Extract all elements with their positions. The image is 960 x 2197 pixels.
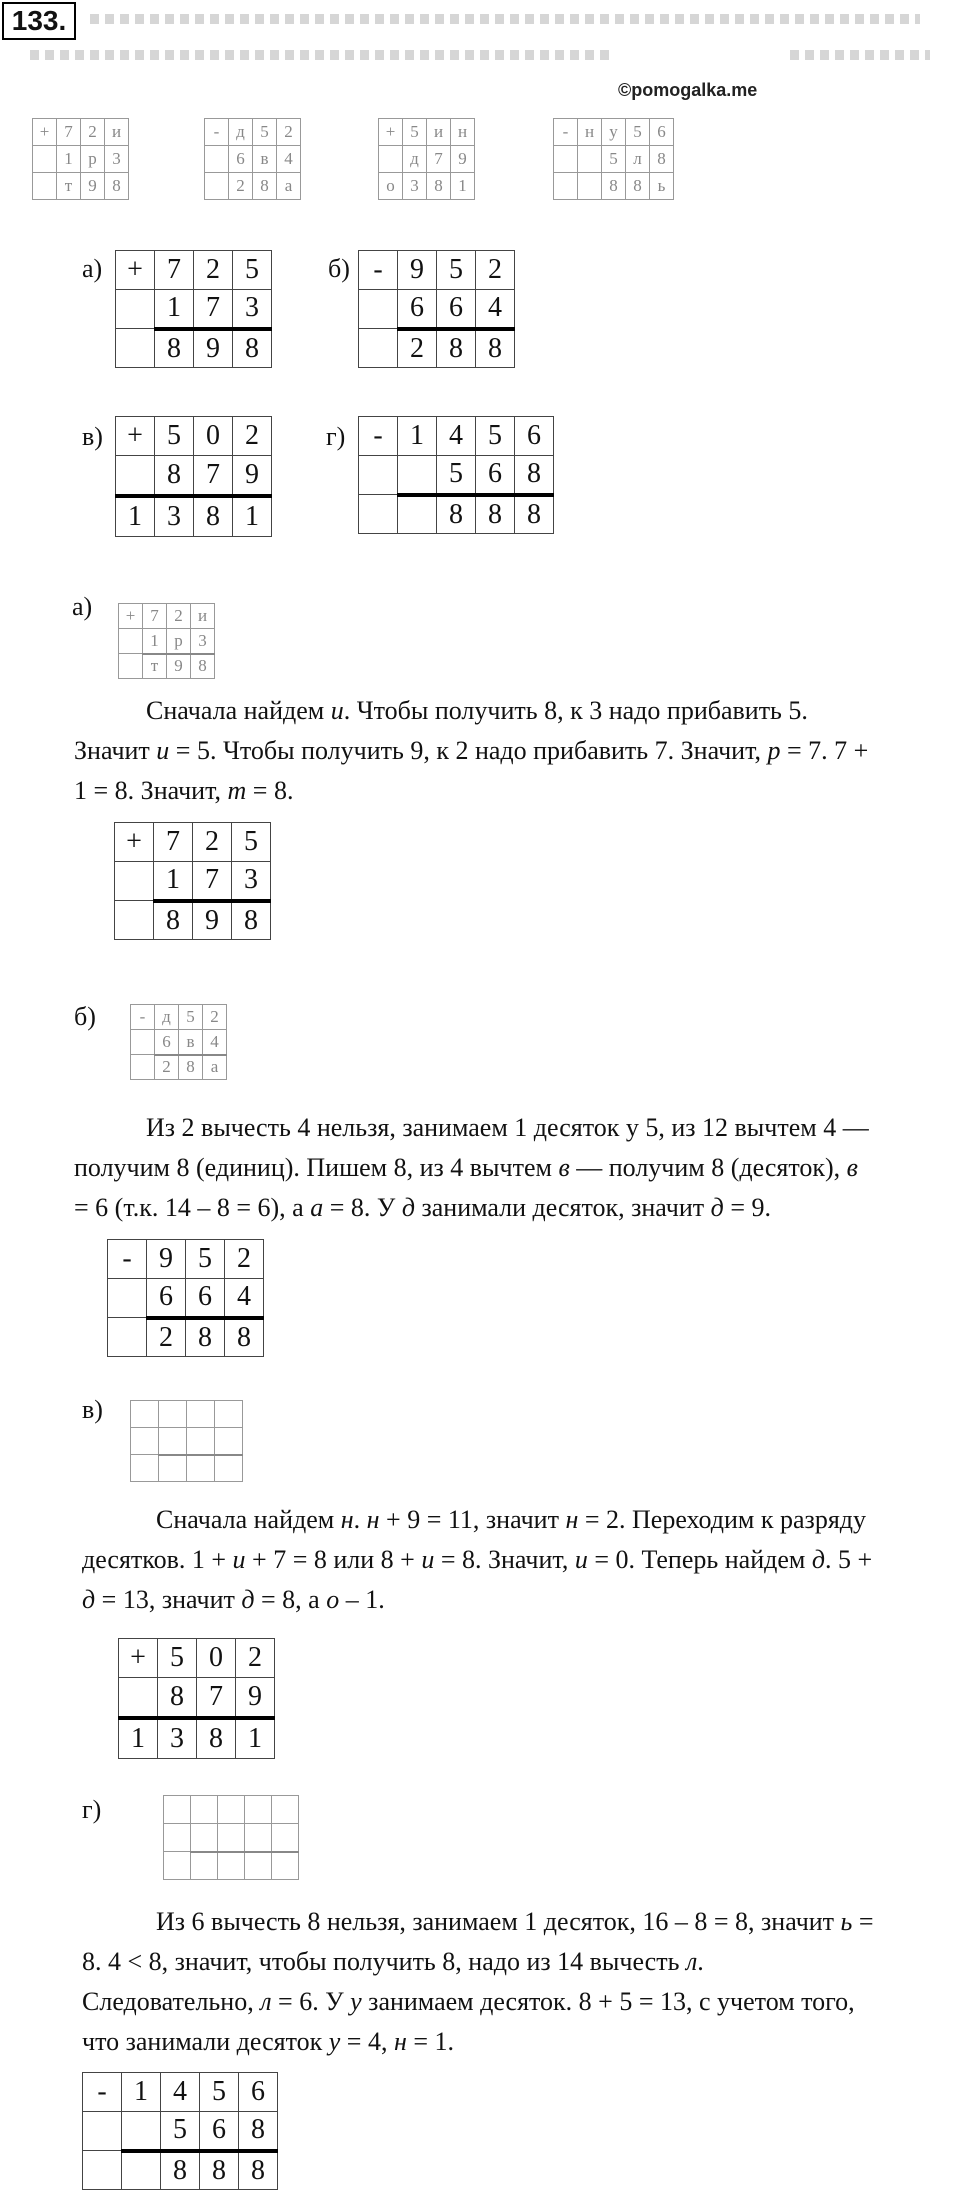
cell: [131, 1455, 159, 1482]
cell: т: [57, 173, 81, 200]
cell: а: [277, 173, 301, 200]
cell: +: [116, 417, 155, 456]
cell: 5: [476, 417, 515, 456]
answer-label-g: г): [326, 422, 346, 451]
answer-grid-a: [115, 250, 272, 368]
answer-grid-v: [115, 416, 272, 537]
cell: 8: [650, 146, 674, 173]
cell: 1: [155, 290, 194, 329]
cell: [398, 456, 437, 495]
faint-header-line-2: [30, 50, 610, 60]
cell: [245, 1796, 272, 1824]
section-a-puzzle-grid: [118, 603, 215, 679]
cell: [272, 1852, 299, 1880]
cell: 1: [233, 496, 272, 537]
cell: +: [115, 823, 154, 862]
cell: 2: [236, 1639, 275, 1678]
cell: [159, 1401, 187, 1428]
cell: и: [191, 604, 215, 629]
cell: 5: [602, 146, 626, 173]
cell: 7: [193, 862, 232, 901]
cell: 7: [154, 823, 193, 862]
section-b-text-line-1: Из 2 вычесть 4 нельзя, занимаем 1 десяток у 5, из 12 вычтем 4 —: [146, 1113, 869, 1142]
cell: -: [83, 2073, 122, 2112]
cell: [116, 290, 155, 329]
cell: [131, 1401, 159, 1428]
cell: 6: [155, 1030, 179, 1055]
cell: 3: [155, 496, 194, 537]
cell: 7: [155, 251, 194, 290]
cell: 5: [437, 456, 476, 495]
cell: -: [359, 417, 398, 456]
puzzle-grid-b: [204, 118, 301, 200]
cell: 7: [194, 456, 233, 497]
cell: 9: [451, 146, 475, 173]
cell: [218, 1796, 245, 1824]
cell: 4: [203, 1030, 227, 1055]
task-number: 133.: [2, 2, 76, 40]
cell: 2: [81, 119, 105, 146]
section-a-answer-grid: [114, 822, 271, 940]
cell: [119, 629, 143, 654]
cell: 9: [81, 173, 105, 200]
cell: 2: [155, 1055, 179, 1080]
cell: 8: [427, 173, 451, 200]
cell: о: [379, 173, 403, 200]
cell: [131, 1030, 155, 1055]
cell: [116, 329, 155, 368]
watermark: ©pomogalka.me: [618, 80, 758, 100]
cell: 8: [194, 496, 233, 537]
puzzle-grid-a: [32, 118, 129, 200]
section-a-text-line-1: Сначала найдем и. Чтобы получить 8, к 3 надо прибавить 5.: [146, 696, 808, 725]
cell: 3: [158, 1718, 197, 1759]
cell: 8: [437, 329, 476, 368]
cell: [245, 1824, 272, 1852]
cell: 3: [105, 146, 129, 173]
cell: [218, 1824, 245, 1852]
cell: [272, 1824, 299, 1852]
cell: [131, 1428, 159, 1455]
cell: в: [253, 146, 277, 173]
section-g-answer-grid: [82, 2072, 278, 2190]
cell: 7: [197, 1678, 236, 1719]
cell: [359, 290, 398, 329]
puzzle-grid-g: [553, 118, 674, 200]
cell: -: [359, 251, 398, 290]
cell: 6: [650, 119, 674, 146]
cell: [122, 2112, 161, 2151]
cell: 8: [155, 329, 194, 368]
cell: [359, 329, 398, 368]
cell: 8: [161, 2151, 200, 2190]
cell: 4: [476, 290, 515, 329]
answer-label-b: б): [328, 254, 350, 283]
cell: 8: [233, 329, 272, 368]
cell: 3: [403, 173, 427, 200]
cell: [164, 1796, 191, 1824]
answer-label-a: а): [82, 254, 103, 283]
cell: 8: [154, 901, 193, 940]
cell: -: [108, 1240, 147, 1279]
cell: и: [427, 119, 451, 146]
cell: 5: [253, 119, 277, 146]
cell: 5: [158, 1639, 197, 1678]
cell: 5: [232, 823, 271, 862]
cell: 6: [239, 2073, 278, 2112]
cell: 9: [233, 456, 272, 497]
cell: 8: [200, 2151, 239, 2190]
cell: 1: [236, 1718, 275, 1759]
cell: [115, 901, 154, 940]
cell: 8: [158, 1678, 197, 1719]
cell: 3: [191, 629, 215, 654]
cell: [245, 1852, 272, 1880]
section-v-text-line-3: д = 13, значит д = 8, а о – 1.: [82, 1585, 385, 1614]
cell: [359, 495, 398, 534]
cell: 8: [515, 456, 554, 495]
cell: [187, 1401, 215, 1428]
faint-header-line-3: [790, 50, 930, 60]
cell: и: [105, 119, 129, 146]
cell: 4: [161, 2073, 200, 2112]
cell: [191, 1852, 218, 1880]
cell: 8: [155, 456, 194, 497]
cell: 8: [239, 2151, 278, 2190]
cell: [398, 495, 437, 534]
cell: 2: [398, 329, 437, 368]
cell: -: [205, 119, 229, 146]
section-b-answer-grid: [107, 1239, 264, 1357]
cell: 4: [277, 146, 301, 173]
cell: т: [143, 654, 167, 679]
cell: 1: [154, 862, 193, 901]
section-a-text-line-2: Значит и = 5. Чтобы получить 9, к 2 надо прибавить 7. Значит, р = 7. 7 +: [74, 736, 869, 765]
cell: [578, 146, 602, 173]
cell: [554, 146, 578, 173]
section-v-text-line-1: Сначала найдем н. н + 9 = 11, значит н = 2. Переходим к разряду: [156, 1505, 867, 1534]
cell: 2: [229, 173, 253, 200]
cell: у: [602, 119, 626, 146]
cell: [33, 146, 57, 173]
cell: 6: [229, 146, 253, 173]
cell: [187, 1455, 215, 1482]
cell: 3: [232, 862, 271, 901]
cell: 5: [437, 251, 476, 290]
cell: [218, 1852, 245, 1880]
cell: [119, 654, 143, 679]
cell: 7: [57, 119, 81, 146]
cell: 2: [476, 251, 515, 290]
cell: +: [116, 251, 155, 290]
section-label-a: а): [72, 592, 93, 621]
answer-grid-g: [358, 416, 554, 534]
cell: 2: [233, 417, 272, 456]
cell: 5: [403, 119, 427, 146]
cell: 6: [515, 417, 554, 456]
cell: д: [155, 1005, 179, 1030]
cell: [119, 1678, 158, 1719]
section-a-text-line-3: 1 = 8. Значит, т = 8.: [74, 776, 294, 805]
section-g-text-line-3: Следовательно, л = 6. У у занимаем десяток. 8 + 5 = 13, с учетом того,: [82, 1987, 855, 2016]
cell: р: [167, 629, 191, 654]
cell: 6: [186, 1279, 225, 1318]
cell: 6: [476, 456, 515, 495]
cell: н: [451, 119, 475, 146]
cell: 8: [186, 1318, 225, 1357]
cell: 8: [602, 173, 626, 200]
cell: [115, 862, 154, 901]
cell: +: [33, 119, 57, 146]
section-b-text-line-2: получим 8 (единиц). Пишем 8, из 4 вычтем в — получим 8 (десяток), в: [74, 1153, 858, 1182]
cell: 8: [179, 1055, 203, 1080]
cell: ь: [650, 173, 674, 200]
cell: 9: [236, 1678, 275, 1719]
answer-label-v: в): [82, 422, 103, 451]
cell: [122, 2151, 161, 2190]
puzzle-grid-v: [378, 118, 475, 200]
cell: [116, 456, 155, 497]
cell: 1: [119, 1718, 158, 1759]
cell: [131, 1055, 155, 1080]
cell: 3: [233, 290, 272, 329]
cell: 5: [186, 1240, 225, 1279]
cell: [159, 1428, 187, 1455]
section-v-empty-grid: [130, 1400, 243, 1482]
cell: 9: [167, 654, 191, 679]
cell: 6: [147, 1279, 186, 1318]
cell: 5: [626, 119, 650, 146]
cell: [164, 1852, 191, 1880]
cell: д: [229, 119, 253, 146]
cell: 1: [398, 417, 437, 456]
cell: [205, 173, 229, 200]
cell: 1: [143, 629, 167, 654]
cell: -: [131, 1005, 155, 1030]
cell: 1: [122, 2073, 161, 2112]
cell: 9: [398, 251, 437, 290]
cell: 2: [225, 1240, 264, 1279]
cell: [191, 1824, 218, 1852]
cell: 8: [626, 173, 650, 200]
cell: [33, 173, 57, 200]
cell: 8: [476, 495, 515, 534]
cell: 9: [193, 901, 232, 940]
cell: [359, 456, 398, 495]
cell: 8: [437, 495, 476, 534]
cell: +: [379, 119, 403, 146]
cell: 7: [194, 290, 233, 329]
section-v-answer-grid: [118, 1638, 275, 1759]
cell: 6: [398, 290, 437, 329]
cell: 8: [515, 495, 554, 534]
cell: 0: [197, 1639, 236, 1678]
cell: 2: [203, 1005, 227, 1030]
cell: 2: [277, 119, 301, 146]
cell: 8: [239, 2112, 278, 2151]
cell: 8: [476, 329, 515, 368]
cell: 5: [155, 417, 194, 456]
cell: [379, 146, 403, 173]
cell: -: [554, 119, 578, 146]
cell: 2: [193, 823, 232, 862]
cell: 6: [200, 2112, 239, 2151]
section-b-puzzle-grid: [130, 1004, 227, 1080]
answer-grid-b: [358, 250, 515, 368]
cell: 1: [116, 496, 155, 537]
cell: +: [119, 604, 143, 629]
section-b-text-line-3: = 6 (т.к. 14 – 8 = 6), а а = 8. У д занимали десяток, значит д = 9.: [74, 1193, 771, 1222]
cell: 0: [194, 417, 233, 456]
section-g-text-line-1: Из 6 вычесть 8 нельзя, занимаем 1 десяток, 16 – 8 = 8, значит ь =: [156, 1907, 874, 1936]
cell: 5: [161, 2112, 200, 2151]
cell: [215, 1455, 243, 1482]
cell: 6: [437, 290, 476, 329]
cell: р: [81, 146, 105, 173]
cell: [159, 1455, 187, 1482]
cell: 4: [225, 1279, 264, 1318]
cell: [215, 1428, 243, 1455]
section-label-v: в): [82, 1395, 103, 1424]
cell: 2: [167, 604, 191, 629]
cell: д: [403, 146, 427, 173]
section-g-text-line-4: что занимали десяток у = 4, н = 1.: [82, 2027, 455, 2056]
cell: 4: [437, 417, 476, 456]
cell: [191, 1796, 218, 1824]
cell: 8: [197, 1718, 236, 1759]
section-g-text-line-2: 8. 4 < 8, значит, чтобы получить 8, надо из 14 вычесть л.: [82, 1947, 704, 1976]
cell: 5: [179, 1005, 203, 1030]
section-v-text-line-2: десятков. 1 + и + 7 = 8 или 8 + и = 8. Значит, и = 0. Теперь найдем д. 5 +: [82, 1545, 873, 1574]
cell: [83, 2151, 122, 2190]
cell: н: [578, 119, 602, 146]
cell: в: [179, 1030, 203, 1055]
cell: [187, 1428, 215, 1455]
cell: 9: [147, 1240, 186, 1279]
cell: л: [626, 146, 650, 173]
cell: [578, 173, 602, 200]
cell: +: [119, 1639, 158, 1678]
cell: 8: [105, 173, 129, 200]
cell: [83, 2112, 122, 2151]
section-label-g: г): [82, 1795, 102, 1824]
cell: 1: [57, 146, 81, 173]
cell: [215, 1401, 243, 1428]
cell: 8: [232, 901, 271, 940]
cell: 2: [147, 1318, 186, 1357]
cell: 8: [225, 1318, 264, 1357]
cell: [205, 146, 229, 173]
cell: 9: [194, 329, 233, 368]
cell: [108, 1279, 147, 1318]
cell: а: [203, 1055, 227, 1080]
cell: 8: [253, 173, 277, 200]
cell: 5: [200, 2073, 239, 2112]
cell: 7: [143, 604, 167, 629]
cell: [108, 1318, 147, 1357]
cell: 7: [427, 146, 451, 173]
faint-header-line: [90, 14, 920, 24]
cell: 8: [191, 654, 215, 679]
cell: 1: [451, 173, 475, 200]
cell: 5: [233, 251, 272, 290]
section-g-empty-grid: [163, 1795, 299, 1880]
cell: 2: [194, 251, 233, 290]
cell: [272, 1796, 299, 1824]
cell: [554, 173, 578, 200]
section-label-b: б): [74, 1002, 96, 1031]
cell: [164, 1824, 191, 1852]
